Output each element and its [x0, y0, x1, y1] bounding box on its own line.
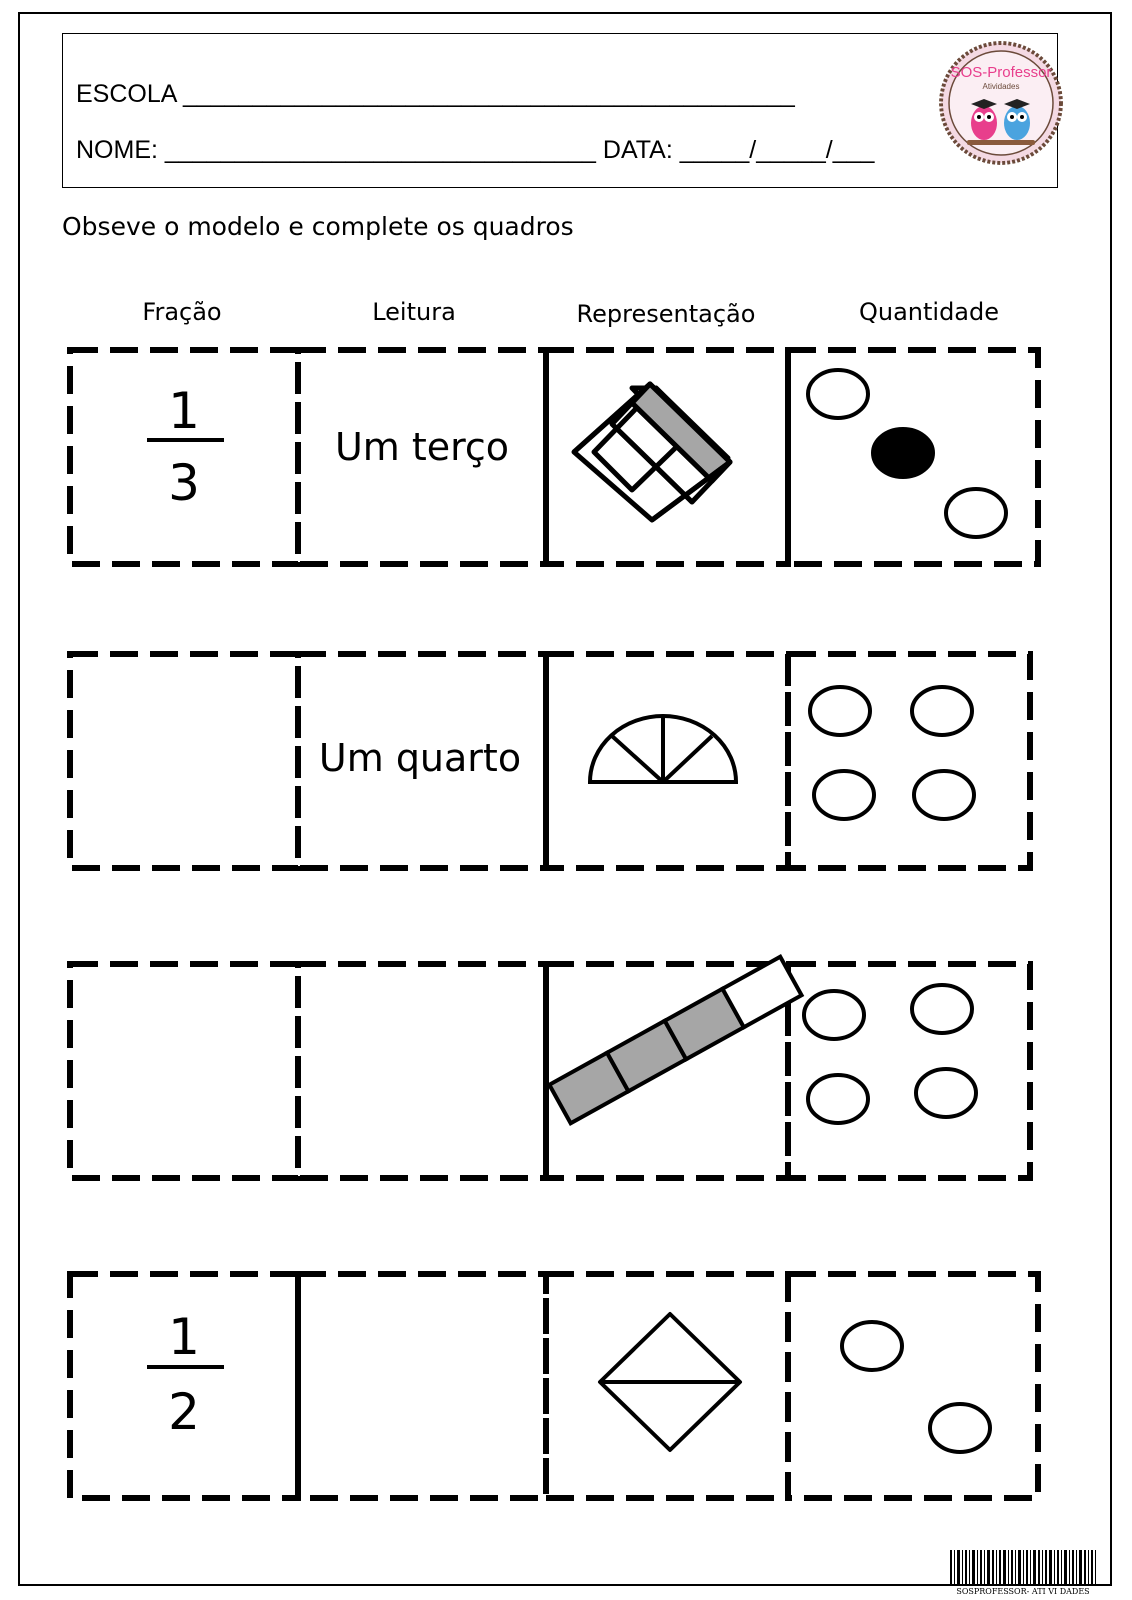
representation-square-thirds	[574, 384, 730, 520]
quantity-circle-empty	[914, 771, 974, 819]
cell-fraction-2[interactable]	[70, 654, 298, 868]
quantity-circle-filled	[873, 429, 933, 477]
cell-reading-4[interactable]	[298, 1274, 546, 1498]
representation-semicircle-quarters	[590, 716, 736, 782]
date-field[interactable]: _____/_____/___	[679, 136, 875, 164]
quantity-circle-empty	[814, 771, 874, 819]
row-1	[0, 340, 1132, 580]
blue-owl-icon	[1004, 99, 1030, 140]
fraction-numerator-1: 1	[168, 382, 200, 440]
row-3	[0, 964, 1132, 1204]
quantity-circle-empty	[808, 370, 868, 418]
school-field[interactable]: ____________________________________________	[183, 80, 795, 108]
logo-title: SOS-Professor	[950, 64, 1052, 81]
representation-diamond-halves	[600, 1314, 740, 1450]
quantity-circle-empty	[916, 1069, 976, 1117]
barcode-text: SOSPROFESSOR- ATI VI DADES	[956, 1587, 1090, 1596]
logo-subtitle: Atividades	[982, 82, 1020, 91]
school-line	[76, 80, 795, 109]
column-header-fracao: Fração	[142, 298, 222, 326]
quantity-circle-empty	[946, 489, 1006, 537]
barcode-icon	[948, 1550, 1098, 1596]
name-line	[76, 136, 874, 165]
school-label: ESCOLA	[76, 80, 177, 108]
quantity-circle-empty	[810, 687, 870, 735]
fraction-numerator-4: 1	[168, 1308, 200, 1366]
column-header-quantidade: Quantidade	[858, 298, 1000, 326]
fraction-denominator-4: 2	[168, 1383, 200, 1441]
cell-quantity-2	[788, 654, 1030, 868]
fraction-denominator-1: 3	[168, 454, 200, 512]
owl-graduates-logo	[939, 41, 1063, 165]
quantity-circle-empty	[930, 1404, 990, 1452]
reading-1: Um terço	[334, 425, 510, 469]
cell-quantity-4	[788, 1274, 1038, 1498]
representation-bar-quarters	[549, 957, 801, 1123]
name-field[interactable]: _______________________________	[164, 136, 596, 164]
row-4	[0, 1274, 1132, 1514]
name-label: NOME:	[76, 136, 158, 164]
pink-owl-icon	[971, 99, 997, 140]
date-label: DATA:	[602, 136, 673, 164]
cell-fraction-3[interactable]	[70, 964, 298, 1178]
cell-reading-3[interactable]	[298, 964, 546, 1178]
reading-2: Um quarto	[318, 736, 522, 780]
column-header-leitura: Leitura	[372, 298, 456, 326]
quantity-circle-empty	[808, 1075, 868, 1123]
quantity-circle-empty	[912, 985, 972, 1033]
row-2	[0, 654, 1132, 894]
quantity-circle-empty	[804, 991, 864, 1039]
instruction-text: Obseve o modelo e complete os quadros	[62, 212, 574, 241]
quantity-circle-empty	[842, 1322, 902, 1370]
column-header-representacao: Representação	[576, 300, 756, 328]
quantity-circle-empty	[912, 687, 972, 735]
